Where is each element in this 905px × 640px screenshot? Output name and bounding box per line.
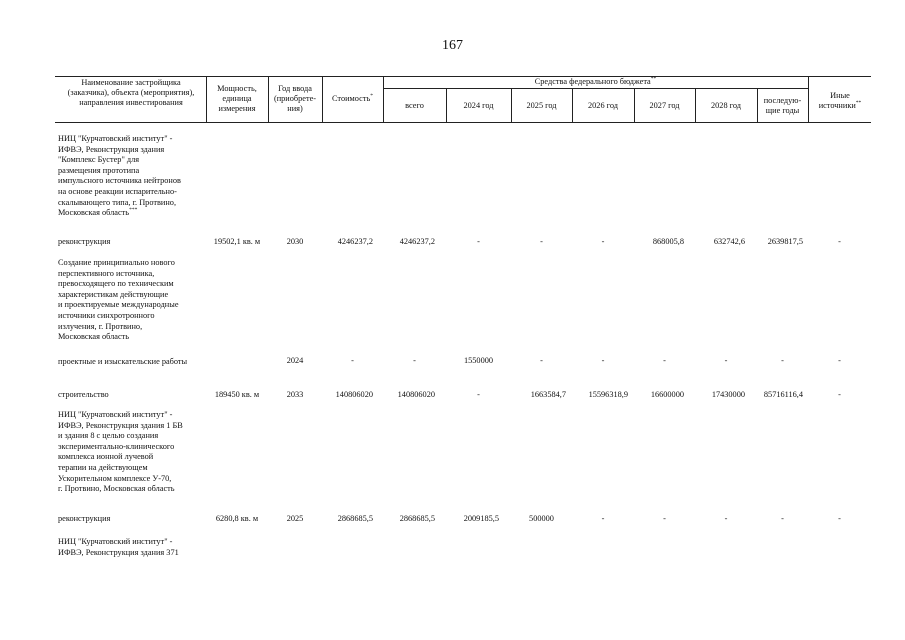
row-label: проектные и изыскательские работы <box>58 357 188 366</box>
project-title: НИЦ "Курчатовский институт" - ИФВЭ, Реконструкция здания "Комплекс Бустер" для размещения прототипа импульсного источника нейтронов на основе реакции испарительно- скалывающего типа, г. Протвино, Московская область*** <box>58 134 181 218</box>
cell-2028: - <box>724 356 728 365</box>
project-title: НИЦ "Курчатовский институт" - ИФВЭ, Реконструкция здания 371 <box>58 537 179 557</box>
header-2025: 2025 год <box>526 101 557 110</box>
cell-2024: - <box>477 390 480 399</box>
cell-2024: - <box>477 237 480 246</box>
col-divider <box>206 76 207 122</box>
project-title: НИЦ "Курчатовский институт" - ИФВЭ, Реконструкция здания 1 БВ и здания 8 с целью создания экспериментально-клинического комплекса ионной лучевой терапии на действующем Ускорительном комплексе У-70, г. Протвино, Московская область <box>58 410 183 494</box>
cell-2027: 16600000 <box>650 390 684 399</box>
cell-cost: 4246237,2 <box>337 237 373 246</box>
col-divider <box>695 88 696 122</box>
cell-2027: 868005,8 <box>652 237 684 246</box>
header-federal-budget: Средства федерального бюджета** <box>534 76 657 86</box>
cell-2026: 15596318,9 <box>588 390 628 399</box>
header-2024: 2024 год <box>463 101 494 110</box>
header-year: Год ввода (приобрете-ния) <box>273 84 317 113</box>
cell-2027: - <box>663 356 666 365</box>
cell-2026: - <box>601 514 605 523</box>
cell-2025: - <box>540 356 543 365</box>
row-label: реконструкция <box>58 514 111 523</box>
cell-later: - <box>781 514 784 523</box>
cell-year: 2030 <box>286 237 304 246</box>
page-number: 167 <box>442 38 463 53</box>
col-divider <box>808 76 809 122</box>
cell-other: - <box>838 514 841 523</box>
cell-2025: 1663584,7 <box>530 390 566 399</box>
header-2026: 2026 год <box>588 101 618 110</box>
header-2028: 2028 год <box>711 101 741 110</box>
cell-year: 2033 <box>286 390 304 399</box>
project-title: Создание принципиально нового перспективного источника, превосходящего по техническим характеристикам действующие и проектируемые международные источники синхротронного излучения, г. Протвино, Московская область <box>58 258 179 342</box>
cell-capacity: 6280,8 кв. м <box>215 514 259 523</box>
cell-2024: 1550000 <box>463 356 494 365</box>
cell-total: 2868685,5 <box>399 514 435 523</box>
col-divider <box>383 76 384 122</box>
cell-later: 85716116,4 <box>763 390 803 399</box>
cell-2028: 632742,6 <box>713 237 745 246</box>
cell-other: - <box>838 390 841 399</box>
col-divider <box>572 88 573 122</box>
cell-2025: - <box>540 237 543 246</box>
cell-cost: 2868685,5 <box>337 514 373 523</box>
header-later-years: последую-щие годы <box>763 96 802 115</box>
cell-2026: - <box>601 356 605 365</box>
col-divider <box>268 76 269 122</box>
cell-total: 140806020 <box>397 390 435 399</box>
col-divider <box>322 76 323 122</box>
cell-2025: 500000 <box>529 514 554 523</box>
cell-capacity: 19502,1 кв. м <box>213 237 261 246</box>
header-cost: Стоимость* <box>332 93 373 103</box>
cell-2026: - <box>601 237 605 246</box>
row-label: реконструкция <box>58 237 111 246</box>
header-capacity: Мощность, единица измерения <box>217 84 257 113</box>
col-divider <box>511 88 512 122</box>
cell-year: 2025 <box>286 514 304 523</box>
cell-2024: 2009185,5 <box>463 514 499 523</box>
cell-cost: 140806020 <box>335 390 373 399</box>
cell-other: - <box>838 237 841 246</box>
header-bottom-rule <box>55 122 871 123</box>
cell-year: 2024 <box>286 356 304 365</box>
col-divider <box>634 88 635 122</box>
row-label: строительство <box>58 390 109 399</box>
header-name: Наименование застройщика (заказчика), объекта (мероприятия), направления инвестирования <box>67 78 195 107</box>
header-total: всего <box>405 101 424 110</box>
cell-total: - <box>413 356 416 365</box>
cell-total: 4246237,2 <box>399 237 435 246</box>
cell-2028: 17430000 <box>711 390 745 399</box>
header-other-sources: Иные источники** <box>818 91 862 110</box>
col-divider <box>446 88 447 122</box>
col-divider <box>757 88 758 122</box>
cell-later: - <box>781 356 784 365</box>
header-2027: 2027 год <box>649 101 680 110</box>
cell-2028: - <box>724 514 728 523</box>
cell-other: - <box>838 356 841 365</box>
cell-2027: - <box>663 514 666 523</box>
cell-later: 2639817,5 <box>767 237 803 246</box>
cell-capacity: 189450 кв. м <box>214 390 260 399</box>
cell-cost: - <box>351 356 354 365</box>
